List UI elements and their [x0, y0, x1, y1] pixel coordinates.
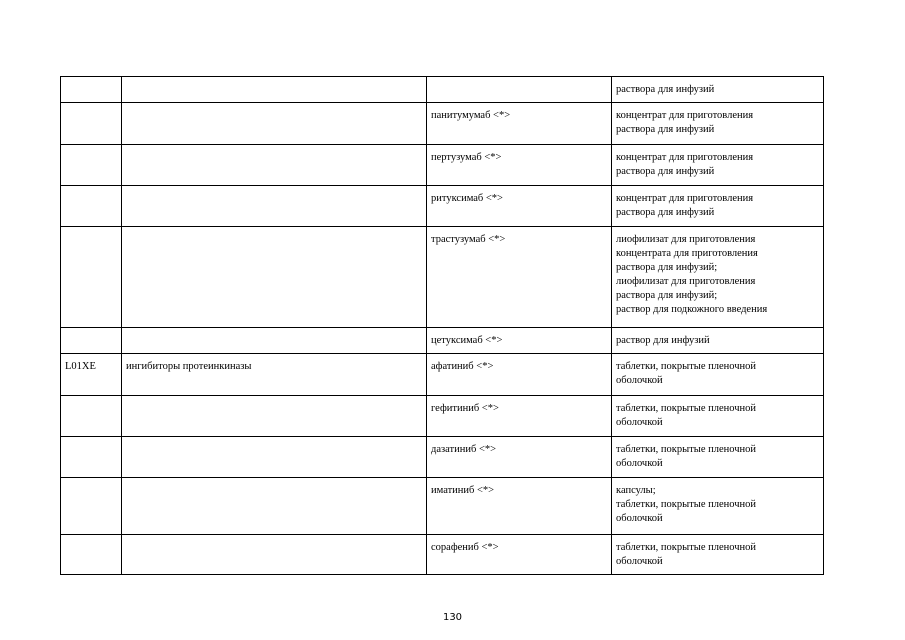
cell-group	[122, 77, 427, 103]
cell-drug: цетуксимаб <*>	[427, 328, 612, 354]
cell-group	[122, 103, 427, 145]
cell-drug: афатиниб <*>	[427, 354, 612, 396]
cell-code: L01XE	[61, 354, 122, 396]
table-row	[61, 437, 824, 478]
cell-form: раствора для инфузий	[612, 77, 824, 103]
cell-form: лиофилизат для приготовления концентрата для приготовления раствора для инфузий; лиофилизат для приготовления раствора для инфузий; раствор для подкожного введения	[612, 227, 824, 328]
cell-code	[61, 186, 122, 227]
cell-code	[61, 227, 122, 328]
page-number: 130	[442, 612, 463, 623]
cell-code	[61, 103, 122, 145]
cell-code	[61, 328, 122, 354]
cell-drug: трастузумаб <*>	[427, 227, 612, 328]
table-row	[61, 227, 824, 328]
cell-form: капсулы; таблетки, покрытые пленочной оболочкой	[612, 478, 824, 535]
cell-form: концентрат для приготовления раствора для инфузий	[612, 103, 824, 145]
cell-form: раствор для инфузий	[612, 328, 824, 354]
cell-group	[122, 396, 427, 437]
cell-group	[122, 535, 427, 575]
cell-group	[122, 478, 427, 535]
cell-group	[122, 186, 427, 227]
table-body	[61, 77, 824, 575]
drug-table	[60, 76, 824, 575]
table-row	[61, 478, 824, 535]
table-row	[61, 354, 824, 396]
cell-drug: панитумумаб <*>	[427, 103, 612, 145]
cell-form: концентрат для приготовления раствора для инфузий	[612, 145, 824, 186]
table-row	[61, 396, 824, 437]
table-row	[61, 145, 824, 186]
cell-drug: гефитиниб <*>	[427, 396, 612, 437]
cell-drug: ритуксимаб <*>	[427, 186, 612, 227]
table-row	[61, 535, 824, 575]
cell-group	[122, 227, 427, 328]
table-row	[61, 186, 824, 227]
cell-form: таблетки, покрытые пленочной оболочкой	[612, 354, 824, 396]
cell-group	[122, 328, 427, 354]
cell-drug: пертузумаб <*>	[427, 145, 612, 186]
cell-group	[122, 145, 427, 186]
table-row	[61, 103, 824, 145]
cell-code	[61, 478, 122, 535]
cell-form: таблетки, покрытые пленочной оболочкой	[612, 535, 824, 575]
cell-drug	[427, 77, 612, 103]
table-row	[61, 77, 824, 103]
cell-code	[61, 77, 122, 103]
table-row	[61, 328, 824, 354]
cell-drug: иматиниб <*>	[427, 478, 612, 535]
cell-code	[61, 396, 122, 437]
cell-drug: дазатиниб <*>	[427, 437, 612, 478]
cell-code	[61, 145, 122, 186]
cell-code	[61, 437, 122, 478]
cell-group	[122, 437, 427, 478]
cell-drug: сорафениб <*>	[427, 535, 612, 575]
cell-form: концентрат для приготовления раствора для инфузий	[612, 186, 824, 227]
cell-group: ингибиторы протеинкиназы	[122, 354, 427, 396]
cell-form: таблетки, покрытые пленочной оболочкой	[612, 437, 824, 478]
cell-form: таблетки, покрытые пленочной оболочкой	[612, 396, 824, 437]
cell-code	[61, 535, 122, 575]
